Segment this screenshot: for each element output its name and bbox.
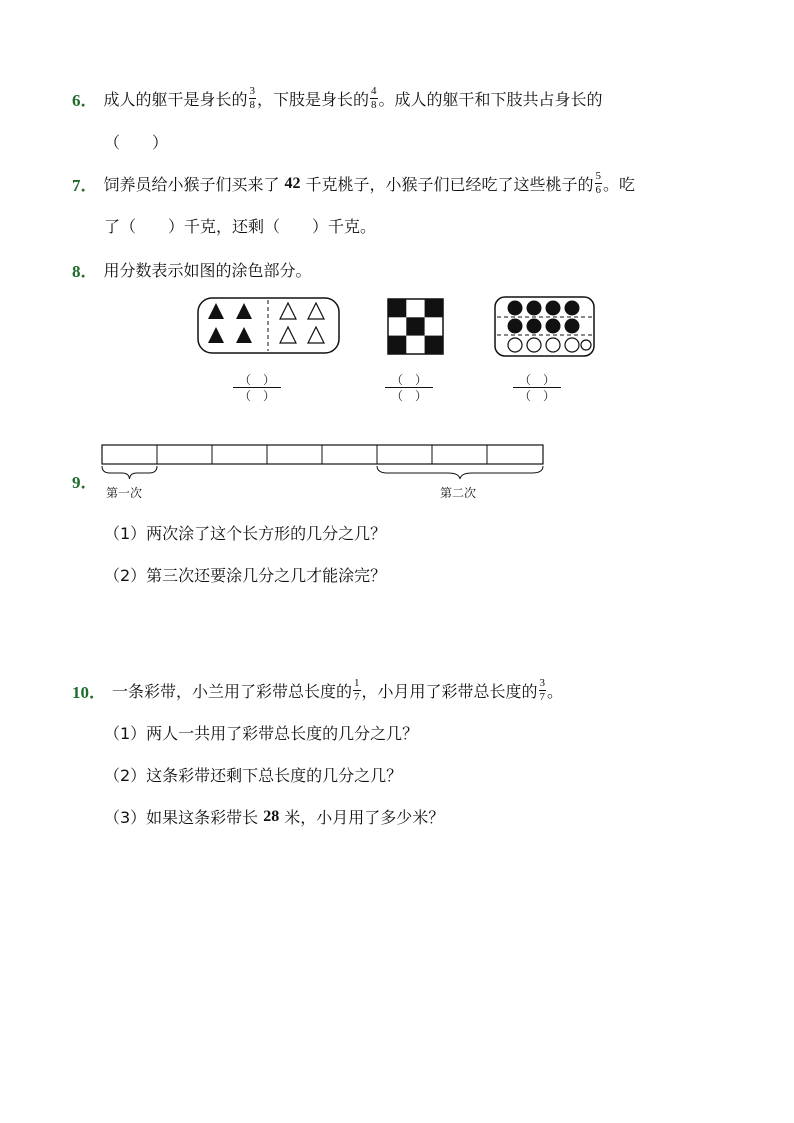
filled-circle	[546, 319, 561, 334]
answer-numerator: （ ）	[239, 373, 276, 387]
filled-triangle	[208, 327, 224, 343]
empty-circle	[565, 338, 579, 352]
length-value: 28	[263, 807, 280, 825]
answer-fraction-2	[385, 373, 433, 403]
black-cell	[388, 299, 406, 317]
empty-triangle	[280, 327, 296, 343]
black-cell	[388, 336, 406, 354]
question-10-sub-3	[104, 805, 444, 828]
filled-triangle	[236, 303, 252, 319]
question-text: 饲养员给小猴子们买来了	[103, 175, 280, 194]
filled-circle	[527, 301, 542, 316]
fraction-numerator: 4	[371, 85, 377, 97]
fraction	[249, 86, 257, 111]
fraction-numerator: 5	[595, 170, 602, 182]
question-text: ，下肢是身长的	[257, 90, 370, 109]
empty-circle	[508, 338, 522, 352]
fraction	[595, 171, 603, 196]
question-text: ，小月用了彩带总长度的	[361, 682, 538, 701]
answer-fraction-3	[513, 373, 561, 403]
question-7-line-2: 了（ ）千克，还剩（ ）千克。	[104, 217, 377, 236]
question-number: 10．	[72, 683, 106, 702]
filled-triangle	[236, 327, 252, 343]
question-9-sub-1: （1）两次涂了这个长方形的几分之几？	[104, 524, 387, 543]
fraction	[539, 678, 547, 703]
circles-figure	[493, 295, 597, 359]
question-6-line-1	[72, 86, 603, 111]
question-number: 8．	[72, 262, 98, 281]
question-10-sub-2: （2）这条彩带还剩下总长度的几分之几？	[104, 766, 403, 785]
question-number: 9．	[72, 473, 98, 492]
question-10-line-1	[72, 678, 563, 703]
question-text: 成人的躯干是身长的	[103, 90, 248, 109]
fraction-numerator: 3	[249, 85, 256, 97]
black-cell	[406, 317, 424, 335]
answer-denominator: （ ）	[233, 387, 281, 403]
fraction-numerator: 1	[354, 677, 360, 689]
question-text: 用分数表示如图的涂色部分。	[103, 261, 312, 280]
filled-circle	[565, 301, 580, 316]
empty-circle	[581, 340, 591, 350]
question-number: 6．	[72, 91, 98, 110]
fraction-denominator: 8	[249, 99, 256, 111]
question-10-sub-1: （1）两人一共用了彩带总长度的几分之几？	[104, 724, 419, 743]
filled-circle	[508, 301, 523, 316]
answer-fraction-1	[233, 373, 281, 403]
question-text: 一条彩带，小兰用了彩带总长度的	[112, 682, 353, 701]
filled-circle	[565, 319, 580, 334]
question-text: 千克桃子，小猴子们已经吃了这些桃子的	[305, 175, 594, 194]
empty-triangle	[308, 303, 324, 319]
fraction-denominator: 6	[595, 184, 602, 196]
fraction-denominator: 7	[354, 691, 360, 703]
brace-second	[377, 466, 543, 479]
question-9-sub-2: （2）第三次还要涂几分之几才能涂完？	[104, 566, 387, 585]
fraction-numerator: 3	[539, 677, 546, 689]
empty-triangle	[280, 303, 296, 319]
fraction-denominator: 8	[371, 99, 377, 111]
amount-value: 42	[284, 174, 301, 192]
answer-numerator: （ ）	[391, 373, 428, 387]
empty-triangle	[308, 327, 324, 343]
segmented-bar-figure	[98, 443, 550, 483]
checkerboard-figure	[387, 298, 445, 356]
empty-circle	[527, 338, 541, 352]
fraction	[370, 86, 378, 111]
triangles-figure	[196, 296, 342, 356]
fraction-denominator: 7	[539, 691, 546, 703]
black-cell	[425, 336, 443, 354]
label-first-time: 第一次	[106, 486, 143, 500]
filled-triangle	[208, 303, 224, 319]
filled-circle	[527, 319, 542, 334]
answer-denominator: （ ）	[513, 387, 561, 403]
answer-blank: （ ）	[104, 133, 169, 152]
filled-circle	[508, 319, 523, 334]
fraction	[353, 678, 361, 703]
black-cell	[425, 299, 443, 317]
question-text: 。吃	[603, 175, 636, 194]
empty-circle	[546, 338, 560, 352]
filled-circle	[546, 301, 561, 316]
answer-numerator: （ ）	[519, 373, 556, 387]
label-second-time: 第二次	[440, 486, 477, 500]
brace-first	[102, 466, 157, 479]
question-text: 米，小月用了多少米？	[284, 808, 445, 827]
question-7-line-1	[72, 171, 635, 196]
question-text: （3）如果这条彩带长	[104, 808, 259, 827]
question-number: 7．	[72, 176, 98, 195]
question-text: 。成人的躯干和下肢共占身长的	[378, 90, 603, 109]
answer-denominator: （ ）	[385, 387, 433, 403]
question-8-line	[72, 257, 312, 282]
question-text: 。	[547, 682, 564, 701]
